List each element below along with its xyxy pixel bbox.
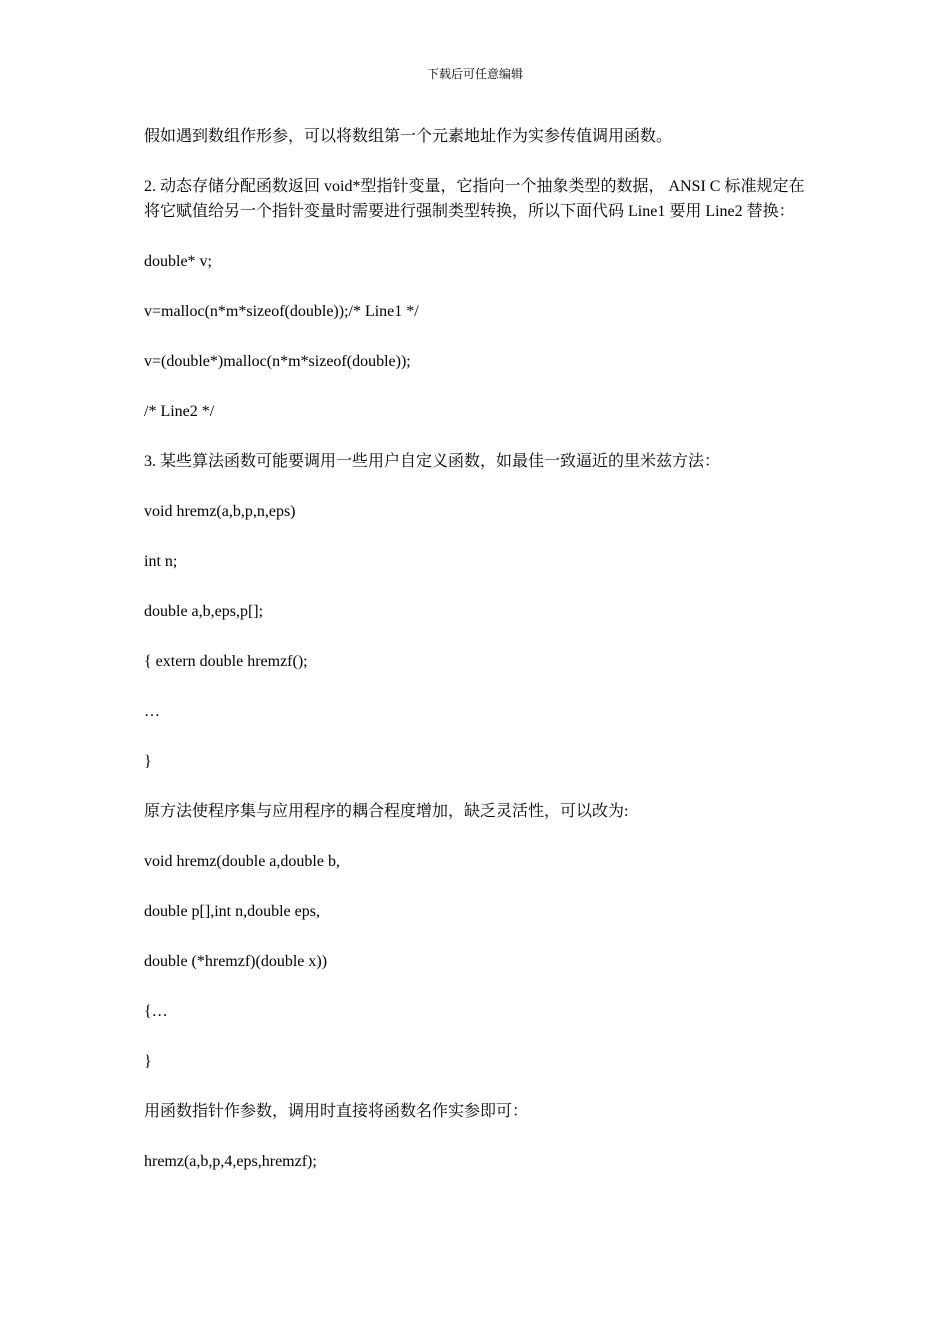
- paragraph-array-param: 假如遇到数组作形参，可以将数组第一个元素地址作为实参传值调用函数。: [144, 128, 673, 145]
- paragraph-user-functions: 3. 某些算法函数可能要调用一些用户自定义函数，如最佳一致逼近的里米兹方法：: [144, 453, 721, 470]
- code-line: {…: [144, 1003, 168, 1020]
- document-body: [144, 124, 812, 1199]
- paragraph-coupling: 原方法使程序集与应用程序的耦合程度增加，缺乏灵活性，可以改为:: [144, 803, 629, 820]
- code-line: …: [144, 703, 160, 720]
- code-line: double p[],int n,double eps,: [144, 903, 320, 920]
- code-line: v=malloc(n*m*sizeof(double));/* Line1 */: [144, 303, 419, 320]
- code-line: double (*hremzf)(double x)): [144, 953, 328, 970]
- code-line: void hremz(a,b,p,n,eps): [144, 503, 296, 520]
- paragraph-dynamic-allocation: 2. 动态存储分配函数返回 void*型指针变量，它指向一个抽象类型的数据， ANSI C 标准规定在将它赋值给另一个指针变量时需要进行强制类型转换，所以下面代码 Line1 要用 Line2 替换：: [144, 178, 805, 220]
- code-line: v=(double*)malloc(n*m*sizeof(double));: [144, 353, 411, 370]
- code-line: void hremz(double a,double b,: [144, 853, 340, 870]
- code-line: /* Line2 */: [144, 403, 215, 420]
- code-line: double a,b,eps,p[];: [144, 603, 264, 620]
- code-line: }: [144, 753, 152, 770]
- code-line: double* v;: [144, 253, 212, 270]
- code-line: hremz(a,b,p,4,eps,hremzf);: [144, 1153, 317, 1170]
- page-header: 下载后可任意编辑: [426, 67, 523, 81]
- paragraph-function-pointer: 用函数指针作参数，调用时直接将函数名作实参即可：: [144, 1103, 529, 1120]
- code-line: }: [144, 1053, 152, 1070]
- code-line: int n;: [144, 553, 178, 570]
- code-line: { extern double hremzf();: [144, 653, 308, 670]
